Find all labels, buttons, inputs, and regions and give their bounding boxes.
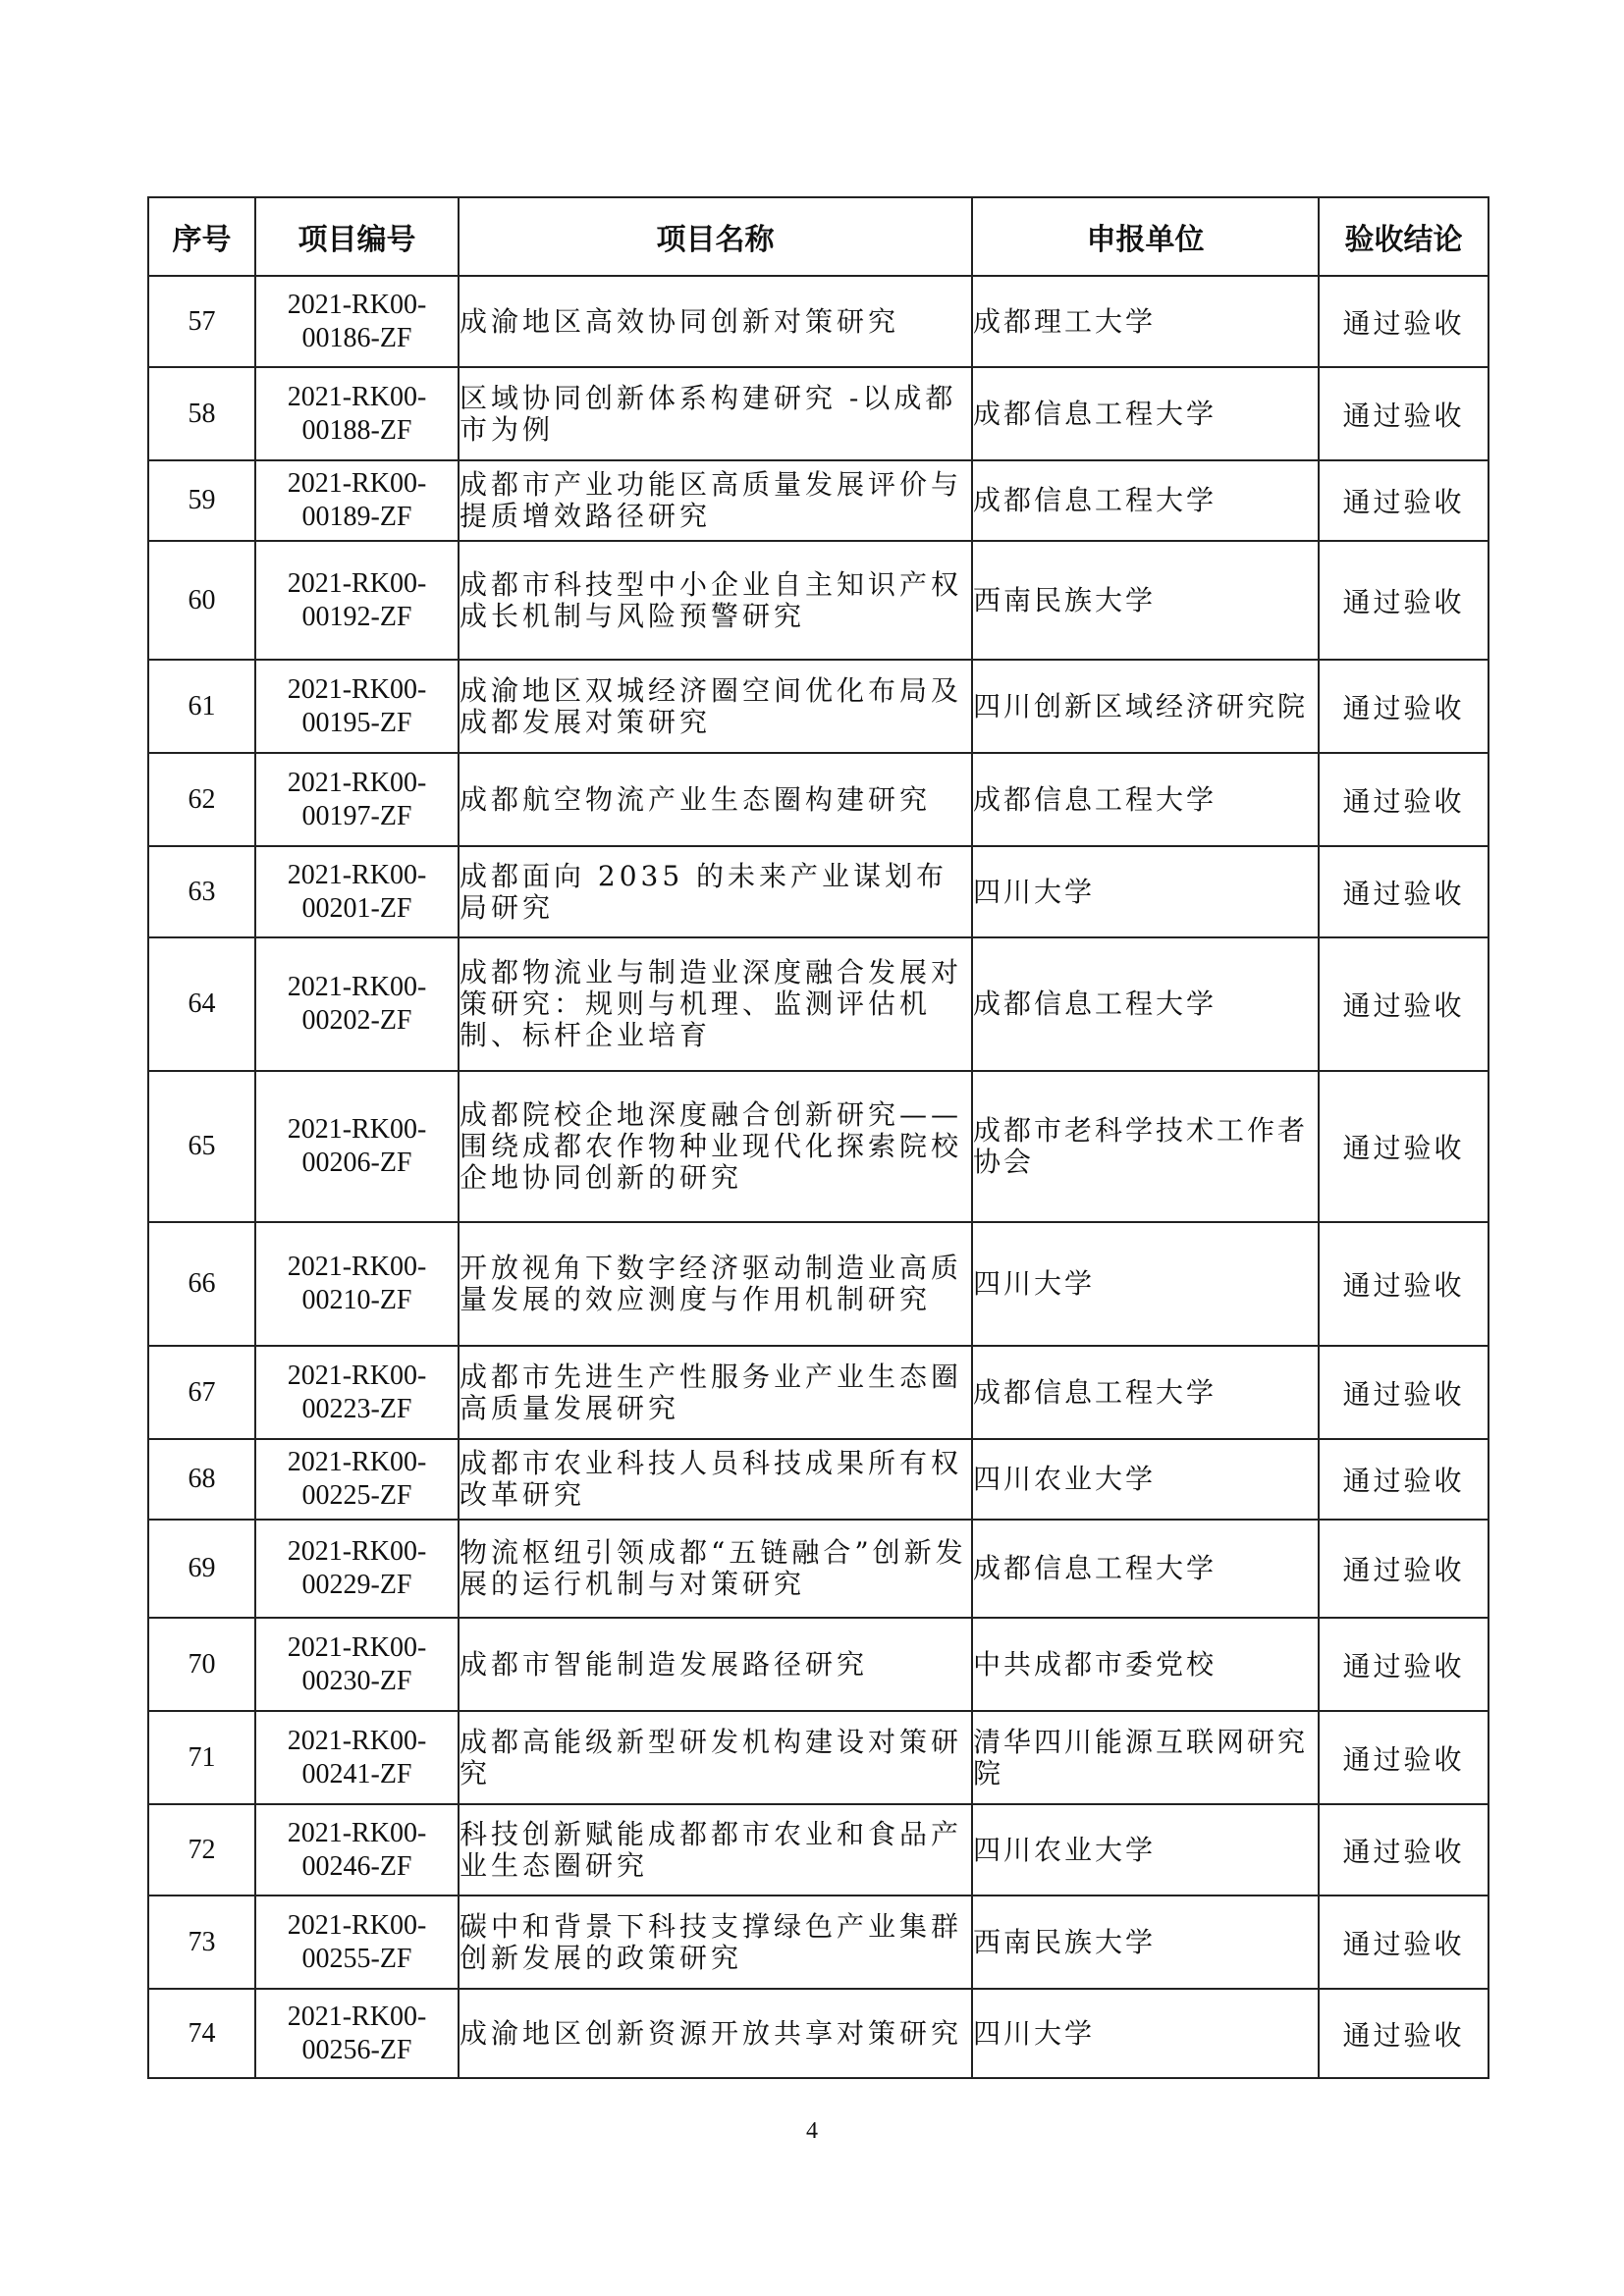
project-code-cell [255, 660, 459, 753]
table-row [148, 937, 1489, 1071]
serial-number-cell: 70 [148, 1618, 255, 1711]
project-code-cell [255, 276, 459, 367]
table-row [148, 753, 1489, 846]
applicant-unit-cell: 西南民族大学 [972, 1896, 1319, 1989]
serial-number-cell: 71 [148, 1711, 255, 1804]
acceptance-result-cell: 通过验收 [1319, 1439, 1489, 1520]
table-row [148, 660, 1489, 753]
acceptance-result-cell: 通过验收 [1319, 1071, 1489, 1222]
acceptance-result-cell: 通过验收 [1319, 1618, 1489, 1711]
table-row [148, 1618, 1489, 1711]
project-code-cell [255, 1989, 459, 2078]
applicant-unit-cell: 成都信息工程大学 [972, 1346, 1319, 1439]
project-code-cell [255, 1896, 459, 1989]
project-code-line-2: 00202-ZF [301, 1005, 412, 1036]
table-row [148, 1711, 1489, 1804]
applicant-unit-cell: 成都理工大学 [972, 276, 1319, 367]
project-code-line-1: 2021-RK00- [287, 1536, 427, 1567]
project-name-cell: 开放视角下数字经济驱动制造业高质量发展的效应测度与作用机制研究 [459, 1222, 972, 1346]
project-name-cell: 成渝地区创新资源开放共享对策研究 [459, 1989, 972, 2078]
acceptance-result-cell: 通过验收 [1319, 1804, 1489, 1896]
acceptance-result-cell: 通过验收 [1319, 1989, 1489, 2078]
project-code-line-2: 00256-ZF [301, 2034, 412, 2065]
acceptance-result-cell: 通过验收 [1319, 1222, 1489, 1346]
project-code-line-1: 2021-RK00- [287, 673, 427, 705]
serial-number-cell: 72 [148, 1804, 255, 1896]
table-row [148, 1804, 1489, 1896]
project-code-cell [255, 1520, 459, 1618]
project-name-cell: 成都市产业功能区高质量发展评价与提质增效路径研究 [459, 460, 972, 541]
serial-number-cell: 59 [148, 460, 255, 541]
project-code-cell [255, 937, 459, 1071]
project-code-line-1: 2021-RK00- [287, 972, 427, 1002]
project-code-line-2: 00246-ZF [301, 1850, 412, 1882]
applicant-unit-cell: 成都市老科学技术工作者协会 [972, 1071, 1319, 1222]
acceptance-result-cell: 通过验收 [1319, 541, 1489, 660]
project-code-line-1: 2021-RK00- [287, 1817, 427, 1848]
applicant-unit-cell: 四川创新区域经济研究院 [972, 660, 1319, 753]
project-code-cell [255, 1222, 459, 1346]
project-code-line-1: 2021-RK00- [287, 767, 427, 798]
table-row [148, 1989, 1489, 2078]
project-code-cell [255, 1346, 459, 1439]
project-name-cell: 碳中和背景下科技支撑绿色产业集群创新发展的政策研究 [459, 1896, 972, 1989]
project-code-line-1: 2021-RK00- [287, 1360, 427, 1391]
project-name-cell: 物流枢纽引领成都“五链融合”创新发展的运行机制与对策研究 [459, 1520, 972, 1618]
applicant-unit-cell: 西南民族大学 [972, 541, 1319, 660]
applicant-unit-cell: 四川大学 [972, 1222, 1319, 1346]
table-row [148, 367, 1489, 460]
applicant-unit-cell: 四川农业大学 [972, 1439, 1319, 1520]
serial-number-cell: 67 [148, 1346, 255, 1439]
project-code-line-2: 00192-ZF [301, 601, 412, 632]
table-row [148, 460, 1489, 541]
acceptance-result-cell: 通过验收 [1319, 1711, 1489, 1804]
project-code-line-2: 00189-ZF [301, 502, 412, 532]
table-row [148, 1222, 1489, 1346]
acceptance-result-cell: 通过验收 [1319, 367, 1489, 460]
project-code-line-1: 2021-RK00- [287, 1447, 427, 1477]
table-row [148, 1520, 1489, 1618]
project-code-line-2: 00223-ZF [301, 1393, 412, 1424]
project-code-line-1: 2021-RK00- [287, 859, 427, 890]
serial-number-cell: 64 [148, 937, 255, 1071]
applicant-unit-cell: 成都信息工程大学 [972, 460, 1319, 541]
project-name-cell: 成都市农业科技人员科技成果所有权改革研究 [459, 1439, 972, 1520]
table-row [148, 1896, 1489, 1989]
header-serial-number: 序号 [148, 197, 255, 276]
project-name-cell: 成都市智能制造发展路径研究 [459, 1618, 972, 1711]
project-code-line-2: 00197-ZF [301, 800, 412, 831]
serial-number-cell: 57 [148, 276, 255, 367]
acceptance-result-cell: 通过验收 [1319, 1346, 1489, 1439]
table-row [148, 541, 1489, 660]
serial-number-cell: 68 [148, 1439, 255, 1520]
table-row [148, 846, 1489, 937]
project-name-cell: 成都市科技型中小企业自主知识产权成长机制与风险预警研究 [459, 541, 972, 660]
project-code-cell [255, 460, 459, 541]
header-project-code: 项目编号 [255, 197, 459, 276]
table-row [148, 1439, 1489, 1520]
serial-number-cell: 73 [148, 1896, 255, 1989]
project-name-cell: 成渝地区高效协同创新对策研究 [459, 276, 972, 367]
project-code-line-2: 00255-ZF [301, 1943, 412, 1974]
project-code-line-2: 00230-ZF [301, 1665, 412, 1696]
project-code-line-2: 00225-ZF [301, 1480, 412, 1511]
project-code-cell [255, 846, 459, 937]
applicant-unit-cell: 四川大学 [972, 846, 1319, 937]
acceptance-table [147, 196, 1489, 2079]
acceptance-result-cell: 通过验收 [1319, 937, 1489, 1071]
header-project-name: 项目名称 [459, 197, 972, 276]
project-code-line-2: 00195-ZF [301, 707, 412, 738]
project-name-cell: 区域协同创新体系构建研究 -以成都市为例 [459, 367, 972, 460]
acceptance-result-cell: 通过验收 [1319, 846, 1489, 937]
project-name-cell: 成都院校企地深度融合创新研究——围绕成都农作物种业现代化探索院校企地协同创新的研究 [459, 1071, 972, 1222]
project-code-line-1: 2021-RK00- [287, 289, 427, 320]
acceptance-result-cell: 通过验收 [1319, 276, 1489, 367]
serial-number-cell: 65 [148, 1071, 255, 1222]
project-code-cell [255, 367, 459, 460]
project-code-cell [255, 1804, 459, 1896]
project-name-cell: 成都面向 2035 的未来产业谋划布局研究 [459, 846, 972, 937]
project-code-line-1: 2021-RK00- [287, 381, 427, 412]
serial-number-cell: 62 [148, 753, 255, 846]
project-code-line-2: 00206-ZF [301, 1148, 412, 1178]
project-code-line-2: 00241-ZF [301, 1758, 412, 1789]
project-code-line-2: 00188-ZF [301, 414, 412, 446]
applicant-unit-cell: 成都信息工程大学 [972, 937, 1319, 1071]
project-name-cell: 成都物流业与制造业深度融合发展对策研究：规则与机理、监测评估机制、标杆企业培育 [459, 937, 972, 1071]
project-code-line-2: 00229-ZF [301, 1570, 412, 1600]
project-name-cell: 科技创新赋能成都都市农业和食品产业生态圈研究 [459, 1804, 972, 1896]
acceptance-result-cell: 通过验收 [1319, 753, 1489, 846]
project-code-line-2: 00186-ZF [301, 322, 412, 353]
project-code-line-1: 2021-RK00- [287, 1114, 427, 1145]
serial-number-cell: 58 [148, 367, 255, 460]
project-code-line-1: 2021-RK00- [287, 1252, 427, 1282]
applicant-unit-cell: 成都信息工程大学 [972, 753, 1319, 846]
serial-number-cell: 61 [148, 660, 255, 753]
project-code-line-1: 2021-RK00- [287, 2001, 427, 2032]
table-row [148, 1346, 1489, 1439]
applicant-unit-cell: 成都信息工程大学 [972, 1520, 1319, 1618]
table-row [148, 276, 1489, 367]
project-code-line-1: 2021-RK00- [287, 567, 427, 599]
project-code-cell [255, 541, 459, 660]
serial-number-cell: 74 [148, 1989, 255, 2078]
acceptance-result-cell: 通过验收 [1319, 660, 1489, 753]
project-code-line-2: 00201-ZF [301, 892, 412, 924]
table-header-row [148, 197, 1489, 276]
project-code-cell [255, 753, 459, 846]
serial-number-cell: 60 [148, 541, 255, 660]
acceptance-result-cell: 通过验收 [1319, 1520, 1489, 1618]
project-name-cell: 成渝地区双城经济圈空间优化布局及成都发展对策研究 [459, 660, 972, 753]
applicant-unit-cell: 四川农业大学 [972, 1804, 1319, 1896]
applicant-unit-cell: 中共成都市委党校 [972, 1618, 1319, 1711]
project-code-line-1: 2021-RK00- [287, 1909, 427, 1941]
project-code-cell [255, 1618, 459, 1711]
acceptance-result-cell: 通过验收 [1319, 1896, 1489, 1989]
project-code-cell [255, 1711, 459, 1804]
serial-number-cell: 66 [148, 1222, 255, 1346]
project-code-line-1: 2021-RK00- [287, 468, 427, 499]
header-acceptance-result: 验收结论 [1319, 197, 1489, 276]
applicant-unit-cell: 清华四川能源互联网研究院 [972, 1711, 1319, 1804]
project-code-line-2: 00210-ZF [301, 1285, 412, 1315]
serial-number-cell: 69 [148, 1520, 255, 1618]
project-code-cell [255, 1439, 459, 1520]
acceptance-result-cell: 通过验收 [1319, 460, 1489, 541]
project-code-line-1: 2021-RK00- [287, 1725, 427, 1756]
project-code-cell [255, 1071, 459, 1222]
serial-number-cell: 63 [148, 846, 255, 937]
table-row [148, 1071, 1489, 1222]
applicant-unit-cell: 成都信息工程大学 [972, 367, 1319, 460]
project-code-line-1: 2021-RK00- [287, 1631, 427, 1663]
applicant-unit-cell: 四川大学 [972, 1989, 1319, 2078]
project-name-cell: 成都航空物流产业生态圈构建研究 [459, 753, 972, 846]
header-applicant-unit: 申报单位 [972, 197, 1319, 276]
page-number: 4 [806, 2118, 818, 2144]
project-name-cell: 成都市先进生产性服务业产业生态圈高质量发展研究 [459, 1346, 972, 1439]
project-name-cell: 成都高能级新型研发机构建设对策研究 [459, 1711, 972, 1804]
